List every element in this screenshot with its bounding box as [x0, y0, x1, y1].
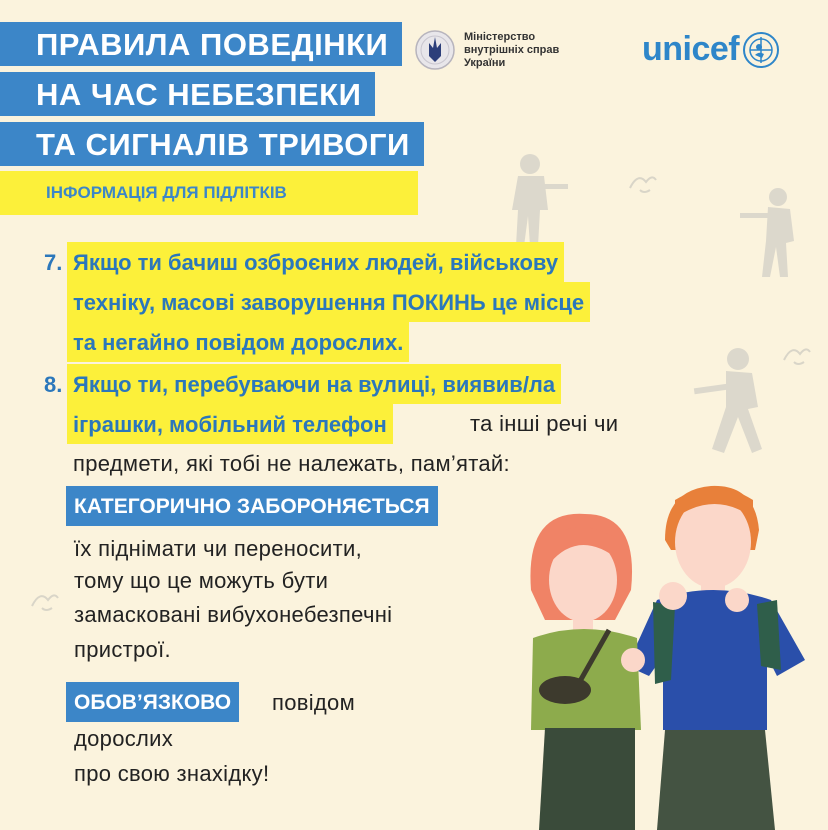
ministry-name-line-3: України — [464, 56, 506, 69]
title-line-2: НА ЧАС НЕБЕЗПЕКИ — [0, 72, 375, 116]
unicef-logo — [642, 30, 780, 69]
title-line-3: ТА СИГНАЛІВ ТРИВОГИ — [0, 122, 424, 166]
obligation-label: ОБОВ’ЯЗКОВО — [66, 682, 239, 722]
girl-figure — [530, 514, 645, 830]
unicef-wordmark: unicef — [642, 30, 740, 68]
bird-doodle-icon — [28, 586, 62, 616]
soldier-silhouette-icon — [738, 185, 808, 280]
rule-8-line-1: Якщо ти, перебуваючи на вулиці, виявив/ла — [67, 364, 561, 404]
soldier-silhouette-icon — [490, 150, 570, 250]
prohibition-line-3: замасковані вибухонебезпечні — [74, 602, 393, 627]
subtitle: ІНФОРМАЦІЯ ДЛЯ ПІДЛІТКІВ — [0, 171, 418, 215]
soldier-silhouette-icon — [690, 345, 790, 455]
bird-doodle-icon — [780, 340, 814, 370]
ministry-logo — [414, 28, 594, 72]
rule-8-number: 8. — [44, 372, 63, 397]
bird-doodle-icon — [626, 168, 660, 198]
teenagers-illustration — [515, 470, 828, 830]
ministry-name-line-2: внутрішніх справ — [464, 43, 560, 56]
obligation-line-1: дорослих — [74, 726, 174, 751]
boy-figure — [627, 486, 805, 830]
unicef-globe-icon — [742, 31, 780, 69]
obligation-line-2: про свою знахідку! — [74, 761, 270, 786]
obligation-inline: повідом — [272, 690, 356, 715]
ministry-emblem-icon — [414, 28, 456, 72]
prohibition-line-1: їх піднімати чи переносити, — [74, 536, 362, 561]
rule-7-line-1: Якщо ти бачиш озброєних людей, військову — [67, 242, 564, 282]
rule-8-continuation-line: предмети, які тобі не належать, пам’ятай: — [73, 451, 510, 476]
rule-8-continuation-inline: та інші речі чи — [470, 411, 619, 436]
ministry-name-line-1: Міністерство — [464, 30, 536, 43]
rule-7-line-3: та негайно повідом дорослих. — [67, 322, 409, 362]
title-line-1: ПРАВИЛА ПОВЕДІНКИ — [0, 22, 402, 66]
rule-7-line-2: техніку, масові заворушення ПОКИНЬ це місце — [67, 282, 590, 322]
prohibition-line-2: тому що це можуть бути — [74, 568, 329, 593]
prohibition-line-4: пристрої. — [74, 637, 171, 662]
prohibition-label: КАТЕГОРИЧНО ЗАБОРОНЯЄТЬСЯ — [66, 486, 438, 526]
rule-7-number: 7. — [44, 250, 63, 275]
rule-8-line-2: іграшки, мобільний телефон — [67, 404, 393, 444]
